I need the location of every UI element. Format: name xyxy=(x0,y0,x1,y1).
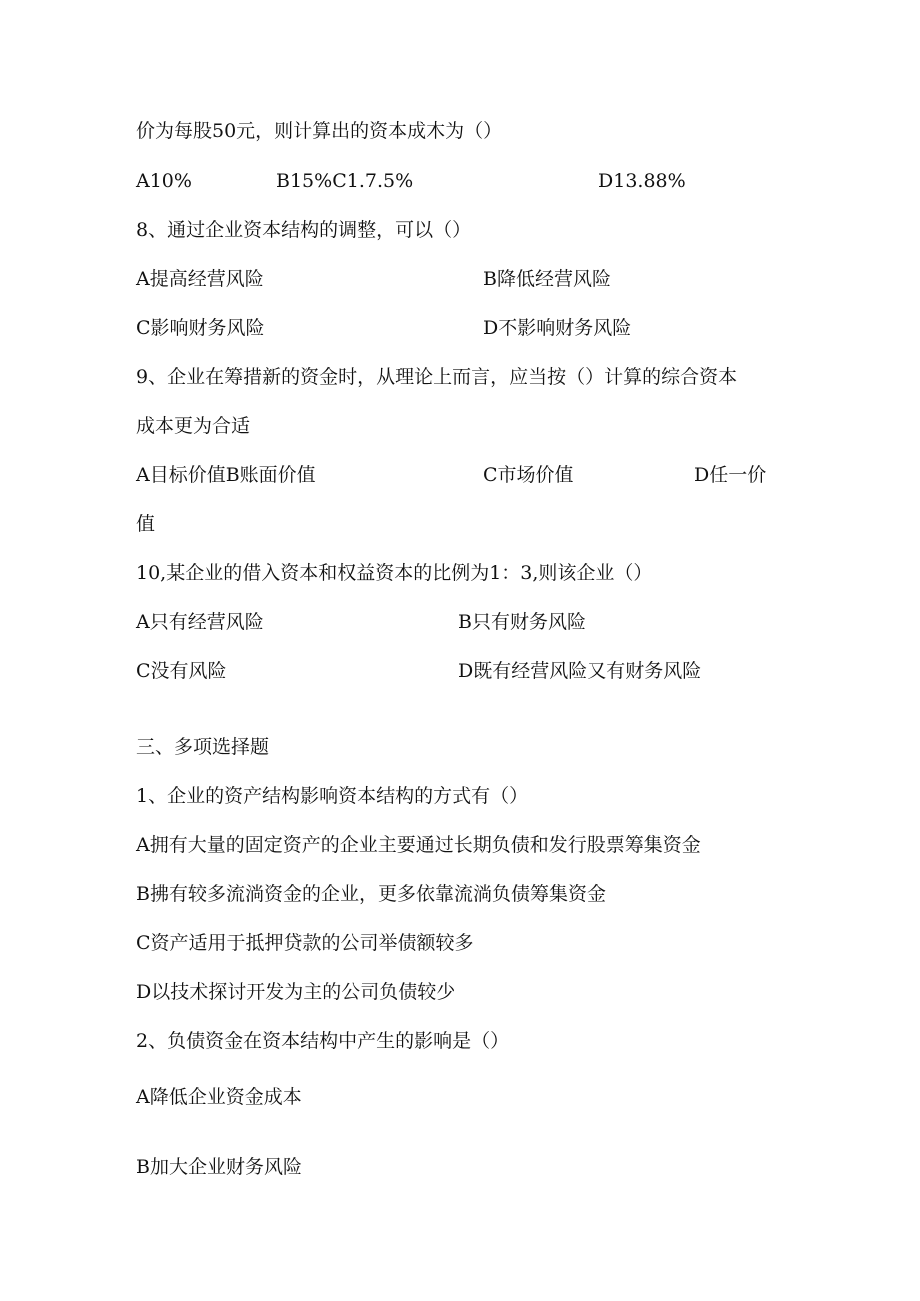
m1-option-a: A拥有大量的固定资产的企业主要通过长期负债和发行股票筹集资金 xyxy=(136,834,701,856)
q10-option-d: D既有经营风险又有财务风险 xyxy=(458,660,702,682)
q7-option-bc: B15%C1.7.5% xyxy=(276,170,414,192)
m2-option-b: B加大企业财务风险 xyxy=(136,1156,302,1178)
q9-option-d-part1: D任一价 xyxy=(694,464,767,486)
q10-stem: 10,某企业的借入资本和权益资本的比例为1：3,则该企业（） xyxy=(136,562,653,584)
m1-option-b: B拂有较多流淌资金的企业，更多依靠流淌负债筹集资金 xyxy=(136,883,606,905)
q7-option-d: D13.88% xyxy=(598,170,686,192)
q8-option-d: D不影响财务风险 xyxy=(483,317,632,339)
q9-stem-line1: 9、企业在筹措新的资金时，从理论上而言，应当按（）计算的综合资本 xyxy=(136,366,738,388)
q8-stem: 8、通过企业资本结构的调整，可以（） xyxy=(136,219,472,241)
q8-option-b: B降低经营风险 xyxy=(483,268,611,290)
q10-option-c: C没有风险 xyxy=(136,660,227,682)
q7-stem-continuation: 价为每股50元，则计算出的资本成木为（） xyxy=(136,120,503,142)
m2-option-a: A降低企业资金成本 xyxy=(136,1086,302,1108)
q8-option-a: A提高经营风险 xyxy=(136,268,264,290)
q8-option-c: C影响财务风险 xyxy=(136,317,265,339)
q10-option-a: A只有经营风险 xyxy=(136,611,264,633)
q9-option-c: C市场价值 xyxy=(483,464,574,486)
section-heading: 三、多项选择题 xyxy=(136,736,270,758)
q9-stem-line2: 成本更为合适 xyxy=(136,415,251,437)
q9-option-d-part2: 值 xyxy=(136,513,156,535)
q9-option-ab: A目标价值B账面价值 xyxy=(136,464,316,486)
m1-option-c: C资产适用于抵押贷款的公司举债额较多 xyxy=(136,932,474,954)
m1-option-d: D以技术探讨开发为主的公司负债较少 xyxy=(136,981,456,1003)
q7-option-a: A10% xyxy=(136,170,192,192)
m2-stem: 2、负债资金在资本结构中产生的影响是（） xyxy=(136,1030,510,1052)
m1-stem: 1、企业的资产结构影响资本结构的方式有（） xyxy=(136,785,529,807)
q10-option-b: B只有财务风险 xyxy=(458,611,586,633)
